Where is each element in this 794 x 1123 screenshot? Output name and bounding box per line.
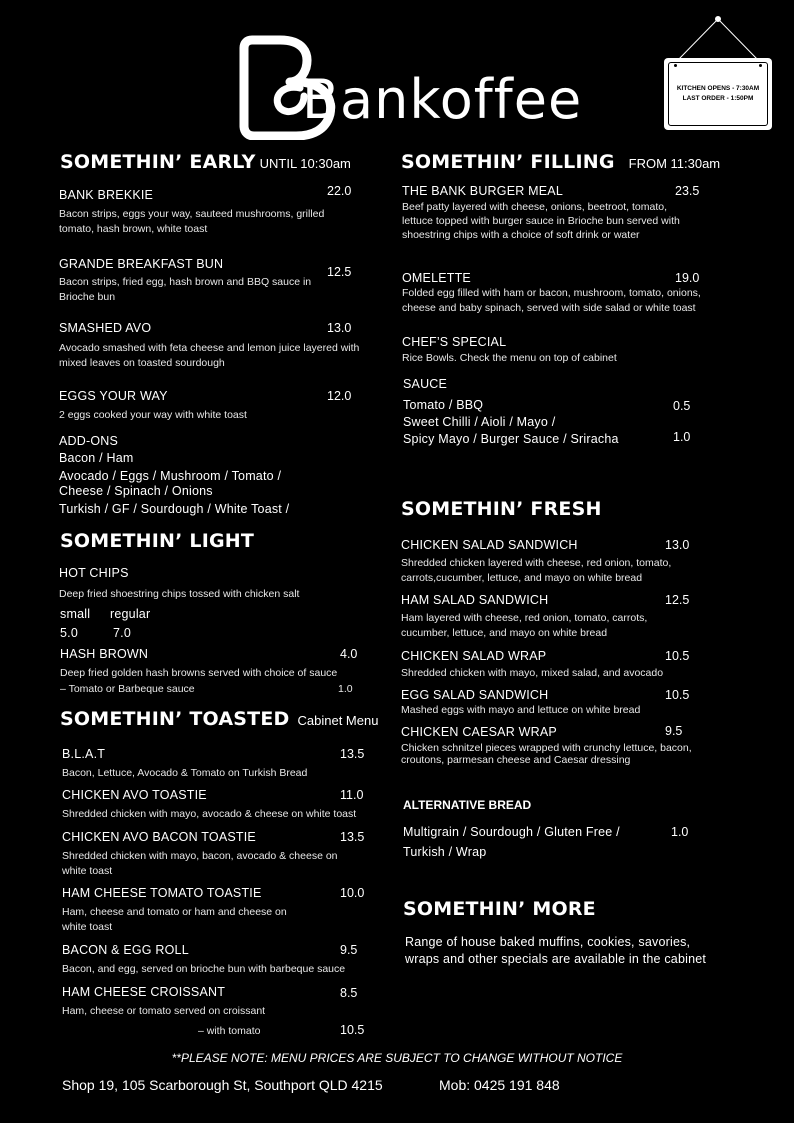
toasted-item-desc: Bacon, Lettuce, Avocado & Tomato on Turkish Bread xyxy=(62,767,308,779)
sign-string xyxy=(660,12,780,62)
early-item-price: 12.0 xyxy=(327,389,352,403)
croissant-with-tomato: – with tomato xyxy=(198,1025,261,1037)
hash-brown-price: 4.0 xyxy=(340,647,358,661)
sign-last-order: LAST ORDER - 1:50PM xyxy=(682,95,754,102)
sauce-line: Tomato / BBQ xyxy=(403,398,484,412)
section-early-subtitle: UNTIL 10:30am xyxy=(259,156,351,171)
toasted-item-name: HAM CHEESE CROISSANT xyxy=(62,985,226,999)
fresh-item-price: 12.5 xyxy=(665,593,690,607)
filling-item-price: 19.0 xyxy=(675,271,700,285)
section-toasted-title xyxy=(60,708,378,730)
early-item-desc: Bacon strips, eggs your way, sauteed mushrooms, grilled tomato, hash brown, white toast xyxy=(59,208,325,235)
hot-chips-name: HOT CHIPS xyxy=(59,566,129,580)
addons-title: ADD-ONS xyxy=(59,434,119,448)
addons-line: Bacon / Ham xyxy=(59,451,134,465)
early-item-desc: Avocado smashed with feta cheese and lemon juice layered with mixed leaves on toasted sourdough xyxy=(59,342,360,369)
shop-address: Shop 19, 105 Scarborough St, Southport QLD 4215 xyxy=(62,1077,383,1093)
early-item-price: 13.0 xyxy=(327,321,352,335)
kitchen-hours-sign xyxy=(664,58,772,130)
fresh-item-name: CHICKEN SALAD SANDWICH xyxy=(401,538,578,552)
section-light-title: SOMETHIN’ LIGHT xyxy=(60,530,255,552)
toasted-item-price: 13.5 xyxy=(340,747,365,761)
section-toasted-subtitle: Cabinet Menu xyxy=(297,713,379,728)
filling-item-name: OMELETTE xyxy=(402,271,471,285)
hash-brown-desc: Deep fried golden hash browns served with choice of sauce xyxy=(60,667,338,679)
sauce-price: 0.5 xyxy=(673,399,691,413)
sauce-line: Sweet Chilli / Aioli / Mayo / xyxy=(403,415,556,429)
toasted-item-desc: Ham, cheese or tomato served on croissant xyxy=(62,1005,266,1017)
fresh-item-price: 10.5 xyxy=(665,688,690,702)
fresh-item-price: 13.0 xyxy=(665,538,690,552)
section-early-heading: SOMETHIN’ EARLY xyxy=(60,151,256,173)
fresh-item-name: HAM SALAD SANDWICH xyxy=(401,593,549,607)
alt-bread-title: ALTERNATIVE BREAD xyxy=(403,798,532,812)
addons-line: Avocado / Eggs / Mushroom / Tomato / xyxy=(59,469,282,483)
hot-chips-desc: Deep fried shoestring chips tossed with chicken salt xyxy=(59,588,300,600)
alt-bread-price: 1.0 xyxy=(671,825,689,839)
addons-line: Cheese / Spinach / Onions xyxy=(59,484,213,498)
fresh-item-price: 9.5 xyxy=(665,724,683,738)
more-desc: Range of house baked muffins, cookies, savories, wraps and other specials are available in the cabinet xyxy=(405,935,707,966)
section-filling-title xyxy=(401,151,720,173)
fresh-item-price: 10.5 xyxy=(665,649,690,663)
section-more-title: SOMETHIN’ MORE xyxy=(403,898,596,920)
early-item-price: 12.5 xyxy=(327,265,352,279)
sauce-price: 1.0 xyxy=(673,430,691,444)
fresh-item-desc: Ham layered with cheese, red onion, tomato, carrots, cucumber, lettuce, and mayo on white bread xyxy=(401,612,648,639)
early-item-name: BANK BREKKIE xyxy=(59,188,154,202)
sauce-line: Spicy Mayo / Burger Sauce / Sriracha xyxy=(403,432,619,446)
fresh-item-name: CHICKEN SALAD WRAP xyxy=(401,649,547,663)
sign-open-time: KITCHEN OPENS - 7:30AM xyxy=(676,85,760,92)
sauce-title: SAUCE xyxy=(403,377,448,391)
alt-bread-line: Turkish / Wrap xyxy=(403,845,487,859)
toasted-item-name: BACON & EGG ROLL xyxy=(62,943,189,957)
brand-name: Bankoffee xyxy=(302,68,583,131)
fresh-item-name: EGG SALAD SANDWICH xyxy=(401,688,549,702)
early-item-price: 22.0 xyxy=(327,184,352,198)
fresh-item-desc: Shredded chicken layered with cheese, red onion, tomato, carrots,cucumber, lettuce, and mayo on white bread xyxy=(401,557,672,584)
filling-item-desc: Folded egg filled with ham or bacon, mushroom, tomato, onions, cheese and baby spinach, served with side salad or white toast xyxy=(402,287,701,314)
hash-brown-name: HASH BROWN xyxy=(60,647,149,661)
section-fresh-title: SOMETHIN’ FRESH xyxy=(401,498,602,520)
early-item-name: GRANDE BREAKFAST BUN xyxy=(59,257,224,271)
phone-number: Mob: 0425 191 848 xyxy=(439,1077,560,1093)
hot-chips-small-label: small xyxy=(60,607,91,621)
filling-item-desc: Beef patty layered with cheese, onions, beetroot, tomato, lettuce topped with burger sauce in Brioche bun served with shoestring chips with a choice of soft drink or water xyxy=(402,201,680,241)
price-change-note: **PLEASE NOTE: MENU PRICES ARE SUBJECT TO CHANGE WITHOUT NOTICE xyxy=(171,1051,623,1065)
toasted-item-price: 8.5 xyxy=(340,986,358,1000)
fresh-item-desc: Shredded chicken with mayo, mixed salad, and avocado xyxy=(401,667,664,679)
hot-chips-regular-price: 7.0 xyxy=(113,626,131,640)
toasted-item-price: 11.0 xyxy=(340,788,364,802)
fresh-item-name: CHICKEN CAESAR WRAP xyxy=(401,725,557,739)
toasted-item-name: HAM CHEESE TOMATO TOASTIE xyxy=(62,886,262,900)
section-early-title xyxy=(60,151,351,173)
toasted-item-name: CHICKEN AVO TOASTIE xyxy=(62,788,207,802)
filling-item-name: THE BANK BURGER MEAL xyxy=(402,184,563,198)
early-item-name: EGGS YOUR WAY xyxy=(59,389,168,403)
hot-chips-regular-label: regular xyxy=(110,607,151,621)
toasted-item-desc: Shredded chicken with mayo, avocado & cheese on white toast xyxy=(62,808,357,820)
hot-chips-small-price: 5.0 xyxy=(60,626,78,640)
section-filling-subtitle: FROM 11:30am xyxy=(628,156,721,171)
filling-item-name: CHEF’S SPECIAL xyxy=(402,335,507,349)
filling-item-desc: Rice Bowls. Check the menu on top of cabinet xyxy=(402,352,617,364)
toasted-item-name: B.L.A.T xyxy=(62,747,106,761)
hash-brown-sauce: – Tomato or Barbeque sauce xyxy=(60,683,195,695)
toasted-item-desc: Ham, cheese and tomato or ham and cheese on white toast xyxy=(62,906,287,933)
toasted-item-desc: Shredded chicken with mayo, bacon, avocado & cheese on white toast xyxy=(62,850,338,877)
toasted-item-price: 13.5 xyxy=(340,830,365,844)
logo xyxy=(238,32,583,140)
croissant-with-tomato-price: 10.5 xyxy=(340,1023,365,1037)
section-filling-heading: SOMETHIN’ FILLING xyxy=(401,151,615,173)
toasted-item-price: 10.0 xyxy=(340,886,365,900)
section-toasted-heading: SOMETHIN’ TOASTED xyxy=(60,708,290,730)
addons-line: Turkish / GF / Sourdough / White Toast / xyxy=(59,502,290,516)
fresh-item-desc: Chicken schnitzel pieces wrapped with crunchy lettuce, bacon, croutons, parmesan cheese and Caesar dressing xyxy=(401,742,692,766)
early-item-desc: 2 eggs cooked your way with white toast xyxy=(59,409,247,421)
toasted-item-desc: Bacon, and egg, served on brioche bun with barbeque sauce xyxy=(62,963,346,975)
early-item-desc: Bacon strips, fried egg, hash brown and BBQ sauce in Brioche bun xyxy=(59,276,312,303)
filling-item-price: 23.5 xyxy=(675,184,700,198)
toasted-item-price: 9.5 xyxy=(340,943,358,957)
alt-bread-line: Multigrain / Sourdough / Gluten Free / xyxy=(403,825,620,839)
fresh-item-desc: Mashed eggs with mayo and lettuce on white bread xyxy=(401,704,641,716)
early-item-name: SMASHED AVO xyxy=(59,321,152,335)
toasted-item-name: CHICKEN AVO BACON TOASTIE xyxy=(62,830,256,844)
hash-brown-sauce-price: 1.0 xyxy=(338,683,353,695)
